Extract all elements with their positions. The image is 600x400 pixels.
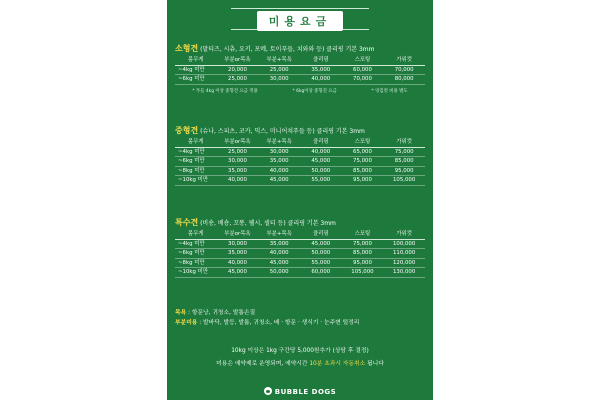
table-row xyxy=(175,176,425,186)
cell: 35,000 xyxy=(258,239,300,249)
cell: 25,000 xyxy=(217,75,259,85)
col-partial-or-bath: 부분or목욕 xyxy=(217,138,259,147)
cell: 30,000 xyxy=(258,147,300,157)
legend-key: 목욕 xyxy=(175,310,187,316)
cell: 95,000 xyxy=(342,258,384,268)
cell: 35,000 xyxy=(217,166,259,176)
cell: 40,000 xyxy=(300,147,342,157)
cell: 25,000 xyxy=(258,65,300,75)
col-clipping: 클리핑 xyxy=(300,230,342,239)
col-scissor-cut: 가위컷 xyxy=(383,56,425,65)
section-name: 특수견 xyxy=(175,218,199,227)
service-legend xyxy=(175,308,359,328)
section-notes xyxy=(175,88,425,94)
col-sporting: 스포팅 xyxy=(342,56,384,65)
footer-text: 됩니다 xyxy=(365,361,384,367)
price-board xyxy=(167,0,433,400)
col-weight: 몸무게 xyxy=(175,138,217,147)
section-desc: (비숑, 베숑, 꼬똥, 웰시, 셀티 등) 클리핑 기본 3mm xyxy=(198,220,336,227)
section-small xyxy=(175,44,425,94)
cell: ~6kg 미만 xyxy=(175,157,217,167)
cell: 50,000 xyxy=(258,268,300,278)
cell: 35,000 xyxy=(258,157,300,167)
table-row xyxy=(175,157,425,167)
cell: 105,000 xyxy=(342,268,384,278)
cell: 40,000 xyxy=(300,75,342,85)
footer-text: 미용은 예약제로 운영되며, 예약시간 xyxy=(216,361,310,367)
title-wrap xyxy=(167,10,433,31)
cell: ~4kg 미만 xyxy=(175,147,217,157)
col-sporting: 스포팅 xyxy=(342,138,384,147)
cell: ~8kg 미만 xyxy=(175,166,217,176)
cell: 45,000 xyxy=(217,268,259,278)
cell: 95,000 xyxy=(342,176,384,186)
cell: 80,000 xyxy=(383,75,425,85)
price-table-small xyxy=(175,56,425,85)
footer-line-2 xyxy=(167,359,433,369)
cell: 120,000 xyxy=(383,258,425,268)
cell: 20,000 xyxy=(217,65,259,75)
col-partial-plus-bath: 부분+목욕 xyxy=(258,56,300,65)
cell: ~4kg 미만 xyxy=(175,239,217,249)
cell: ~10kg 미만 xyxy=(175,268,217,278)
note: * 6kg이상 중형견 요금 xyxy=(292,88,337,94)
cell: 45,000 xyxy=(300,157,342,167)
col-clipping: 클리핑 xyxy=(300,138,342,147)
footer-line-1: 10kg 이상은 1kg 구간당 5,000원추가 (상담 후 결정) xyxy=(231,348,369,354)
cell: 105,000 xyxy=(383,176,425,186)
cell: 35,000 xyxy=(217,249,259,259)
cell: 75,000 xyxy=(383,147,425,157)
cell: 50,000 xyxy=(300,249,342,259)
cell: 50,000 xyxy=(300,166,342,176)
legend-value: 발바닥, 발등, 발톱, 귀청소, 배 · 항문 · 생식기 · 눈주변 털정리 xyxy=(203,320,360,326)
legend-sep: : xyxy=(197,320,204,326)
cell: 95,000 xyxy=(383,166,425,176)
section-heading xyxy=(175,44,425,54)
cell: 30,000 xyxy=(217,157,259,167)
cell: 30,000 xyxy=(258,75,300,85)
section-special xyxy=(175,218,425,278)
table-row xyxy=(175,258,425,268)
col-scissor-cut: 가위컷 xyxy=(383,138,425,147)
col-weight: 몸무게 xyxy=(175,230,217,239)
page-title: 미용요금 xyxy=(257,11,344,31)
section-heading xyxy=(175,126,425,136)
table-row xyxy=(175,239,425,249)
cell: ~10kg 미만 xyxy=(175,176,217,186)
cell: 40,000 xyxy=(258,166,300,176)
cell: ~8kg 미만 xyxy=(175,258,217,268)
cell: 100,000 xyxy=(383,239,425,249)
cell: 70,000 xyxy=(383,65,425,75)
cell: ~6kg 미만 xyxy=(175,249,217,259)
legend-sep: : xyxy=(186,310,192,316)
col-partial-plus-bath: 부분+목욕 xyxy=(258,230,300,239)
cell: 40,000 xyxy=(217,176,259,186)
cell: ~4kg 미만 xyxy=(175,65,217,75)
cell: 85,000 xyxy=(342,166,384,176)
col-partial-or-bath: 부분or목욕 xyxy=(217,230,259,239)
cell: ~6kg 미만 xyxy=(175,75,217,85)
cell: 40,000 xyxy=(217,258,259,268)
legend-key: 부분미용 xyxy=(175,320,198,326)
legend-partial xyxy=(175,318,359,328)
col-scissor-cut: 가위컷 xyxy=(383,230,425,239)
col-weight: 몸무게 xyxy=(175,56,217,65)
col-partial-plus-bath: 부분+목욕 xyxy=(258,138,300,147)
cell: 55,000 xyxy=(300,258,342,268)
cell: 85,000 xyxy=(383,157,425,167)
table-header-row xyxy=(175,56,425,65)
paw-icon xyxy=(264,387,272,395)
note: * 푸들 4kg 이상 중형견 요금 적용 xyxy=(192,88,258,94)
cell: 25,000 xyxy=(217,147,259,157)
table-row xyxy=(175,249,425,259)
price-table-medium xyxy=(175,138,425,186)
cell: 130,000 xyxy=(383,268,425,278)
cell: 75,000 xyxy=(342,239,384,249)
legend-value: 항문낭, 귀청소, 발톱손질 xyxy=(191,310,256,316)
cell: 75,000 xyxy=(342,157,384,167)
cell: 30,000 xyxy=(217,239,259,249)
cell: 45,000 xyxy=(300,239,342,249)
table-row xyxy=(175,65,425,75)
cell: 40,000 xyxy=(258,249,300,259)
cell: 45,000 xyxy=(258,176,300,186)
cell: 35,000 xyxy=(300,65,342,75)
table-row xyxy=(175,166,425,176)
cell: 60,000 xyxy=(300,268,342,278)
col-partial-or-bath: 부분or목욕 xyxy=(217,56,259,65)
section-name: 중형견 xyxy=(175,126,199,135)
brand-logo xyxy=(167,387,433,396)
footer-highlight: 10분 초과시 자동취소 xyxy=(309,361,366,367)
cell: 85,000 xyxy=(342,249,384,259)
table-row xyxy=(175,147,425,157)
cell: 110,000 xyxy=(383,249,425,259)
table-row xyxy=(175,268,425,278)
section-heading xyxy=(175,218,425,228)
table-row xyxy=(175,75,425,85)
col-sporting: 스포팅 xyxy=(342,230,384,239)
cell: 65,000 xyxy=(342,147,384,157)
cell: 55,000 xyxy=(300,176,342,186)
price-table-special xyxy=(175,230,425,278)
cell: 70,000 xyxy=(342,75,384,85)
cell: 60,000 xyxy=(342,65,384,75)
table-header-row xyxy=(175,138,425,147)
brand-name: BUBBLE DOGS xyxy=(274,388,337,396)
col-clipping: 클리핑 xyxy=(300,56,342,65)
table-header-row xyxy=(175,230,425,239)
legend-bath xyxy=(175,308,359,318)
section-medium xyxy=(175,126,425,186)
section-desc: (슈나, 스피츠, 코카, 믹스, 미니어쳐푸들 등) 클리핑 기본 3mm xyxy=(198,128,365,135)
section-name: 소형견 xyxy=(175,44,199,53)
note: * 엉킴컷 비용 별도 xyxy=(371,88,408,94)
cell: 45,000 xyxy=(258,258,300,268)
section-desc: (말티즈, 시츄, 요키, 포메, 토이푸들, 치와와 등) 클리핑 기본 3mm xyxy=(198,46,375,53)
